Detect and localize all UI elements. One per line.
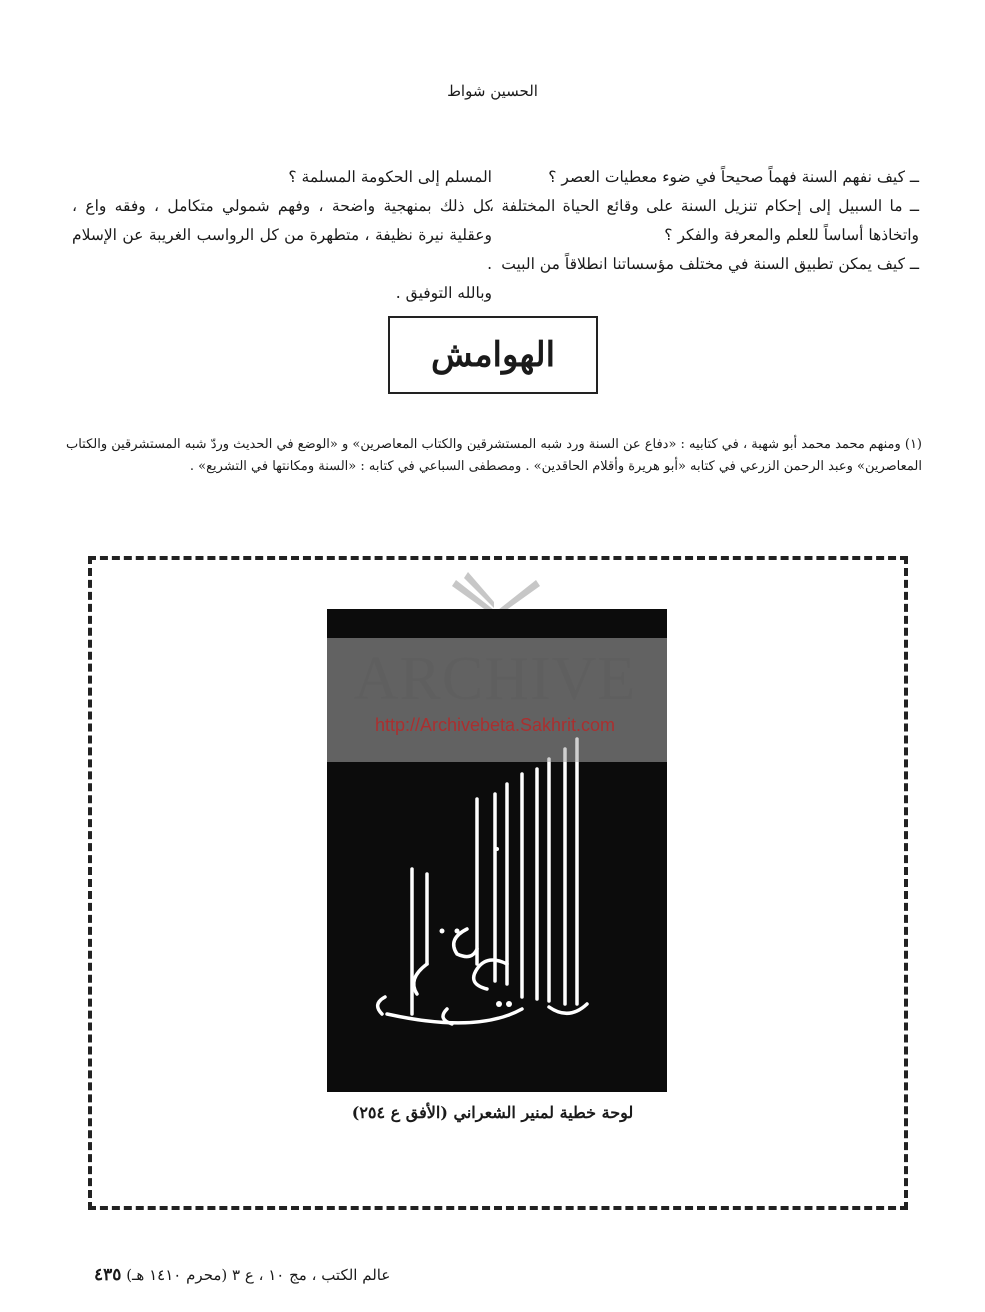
section-heading-footnotes — [388, 316, 598, 394]
continuation-line: المسلم إلى الحكومة المسلمة ؟ — [288, 168, 492, 186]
question-2: ــ ما السبيل إلى إحكام تنزيل السنة على وقائع الحياة المختلفة ، واتخاذها أساساً للعلم والمعرفة والفكر ؟ — [489, 197, 919, 244]
watermark-url: http://Archivebeta.Sakhrit.com — [374, 715, 616, 735]
footnote-1-text: (١) ومنهم محمد محمد أبو شهبة ، في كتابيه : «دفاع عن السنة ورد شبه المستشرقين والكتاب المعاصرين» و «الوضع في الحديث وردّ شبه المستشرقين والكتاب المعاصرين» وعبد الرحمن الزرعي في كتابه «أبو هريرة وأقلام الحاقدين» . ومصطفى السباعي في كتابه : «السنة ومكانتها في التشريع» . — [65, 437, 922, 474]
question-3: ــ كيف يمكن تطبيق السنة في مختلف مؤسساتنا انطلاقاً من البيت — [501, 255, 919, 273]
artwork-caption: لوحة خطية لمنير الشعراني (الأفق ع ٢٥٤) — [351, 1103, 634, 1122]
section-heading-text: الهوامش — [430, 335, 556, 375]
closing-line: وبالله التوفيق . — [395, 284, 492, 302]
journal-reference: عالم الكتب ، مج ١٠ ، ع ٣ (محرم ١٤١٠ هـ) — [126, 1266, 391, 1284]
footnote — [64, 434, 922, 478]
body-column-left — [72, 163, 492, 308]
conclusion-paragraph: كل ذلك بمنهجية واضحة ، وفهم شمولي متكامل ، وفقه واع ، وعقلية نيرة نظيفة ، متطهرة من كل الرواسب الغريبة عن الإسلام . — [72, 197, 492, 273]
watermark-title: ARCHIVE — [353, 645, 637, 713]
page-footer — [94, 1265, 390, 1285]
page-number: ٤٣٥ — [94, 1265, 122, 1285]
body-column-right — [489, 163, 919, 279]
question-1: ــ كيف نفهم السنة فهماً صحيحاً في ضوء معطيات العصر ؟ — [548, 168, 919, 186]
running-header-author: الحسين شواط — [447, 82, 538, 100]
